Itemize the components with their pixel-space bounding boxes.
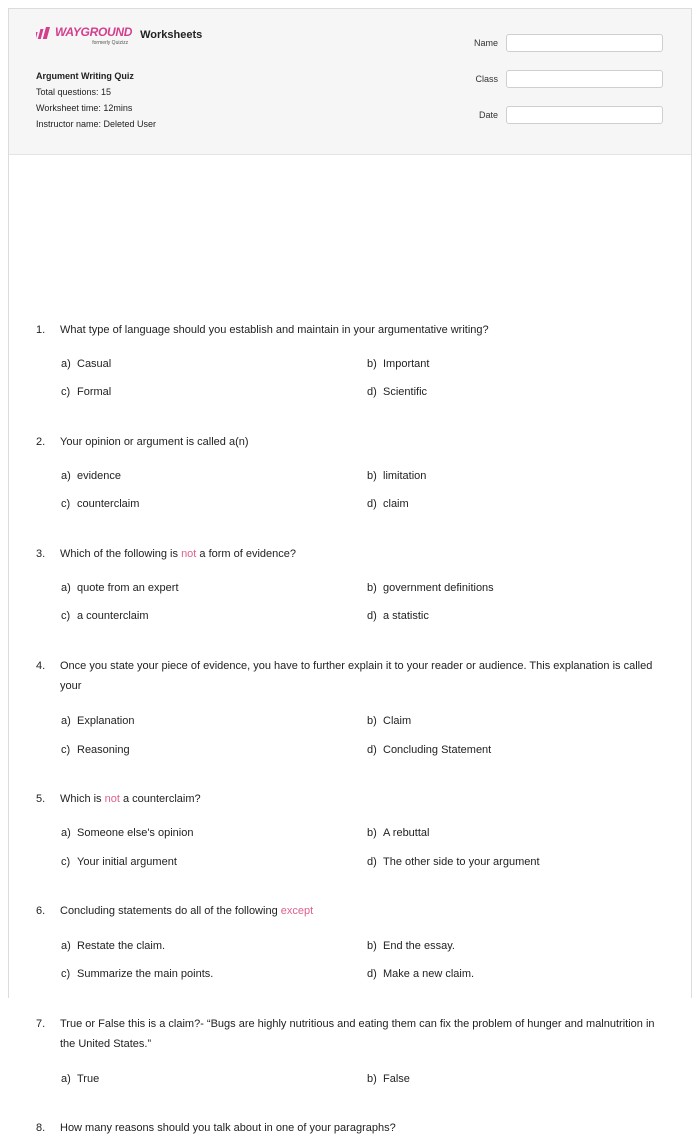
option-1a: a) Casual — [61, 358, 112, 370]
worksheet-page — [8, 8, 692, 1134]
question-3 — [36, 544, 656, 564]
question-number: 5. — [36, 793, 46, 805]
question-number: 6. — [36, 905, 46, 917]
option-3c: c) a counterclaim — [61, 610, 149, 622]
instructor-name: Instructor name: Deleted User — [36, 119, 157, 129]
name-label: Name — [473, 38, 498, 48]
date-input[interactable] — [506, 106, 663, 124]
option-7a: a) True — [61, 1073, 100, 1085]
question-text: True or False this is a claim?- “Bugs are highly nutritious and eating them can fix the problem of hunger and malnutrition in the United States.” — [60, 1018, 655, 1050]
option-6d: d) Make a new claim. — [367, 968, 475, 980]
question-number: 4. — [36, 660, 46, 672]
highlight-word: not — [104, 793, 120, 805]
logo-wordmark: WAYGROUND — [55, 25, 133, 39]
option-5b: b) A rebuttal — [367, 827, 430, 839]
option-7b: b) False — [367, 1073, 410, 1085]
wayground-logo — [36, 26, 132, 46]
option-6b: b) End the essay. — [367, 940, 455, 952]
wayground-logo-icon — [36, 27, 53, 39]
question-2 — [36, 432, 656, 452]
option-6a: a) Restate the claim. — [61, 940, 166, 952]
option-2a: a) evidence — [61, 470, 122, 482]
option-1b: b) Important — [367, 358, 430, 370]
question-number: 7. — [36, 1018, 46, 1030]
question-4 — [36, 656, 656, 696]
option-5d: d) The other side to your argument — [367, 856, 540, 868]
option-2b: b) limitation — [367, 470, 427, 482]
quiz-info — [36, 68, 156, 132]
option-1d: d) Scientific — [367, 386, 428, 398]
question-text: Which of the following is not a form of evidence? — [60, 548, 297, 560]
question-number: 1. — [36, 324, 46, 336]
option-2c: c) counterclaim — [61, 498, 140, 510]
option-5c: c) Your initial argument — [61, 856, 177, 868]
brand-label: Worksheets — [140, 29, 203, 41]
logo-subtext: formerly Quizizz — [92, 40, 129, 46]
option-4c: c) Reasoning — [61, 744, 130, 756]
question-6 — [36, 901, 656, 921]
option-3d: d) a statistic — [367, 610, 429, 622]
class-input[interactable] — [506, 70, 663, 88]
class-label: Class — [475, 74, 498, 84]
total-questions: Total questions: 15 — [36, 87, 112, 97]
option-3b: b) government definitions — [367, 582, 494, 594]
option-1c: c) Formal — [61, 386, 112, 398]
question-number: 3. — [36, 548, 46, 560]
question-number: 2. — [36, 436, 46, 448]
question-text: Once you state your piece of evidence, you have to further explain it to your reader or audience. This explanation is called your — [60, 660, 653, 692]
question-7 — [36, 1014, 656, 1054]
option-2d: d) claim — [367, 498, 409, 510]
question-1 — [36, 320, 656, 340]
option-4a: a) Explanation — [61, 715, 135, 727]
question-5 — [36, 789, 656, 809]
question-text: Concluding statements do all of the following except — [60, 905, 314, 917]
quiz-title: Argument Writing Quiz — [36, 71, 134, 81]
question-8 — [36, 1118, 656, 1138]
highlight-word: not — [181, 548, 197, 560]
question-number: 8. — [36, 1122, 46, 1134]
worksheet-header — [9, 9, 691, 155]
question-text: What type of language should you establish and maintain in your argumentative writing? — [60, 324, 489, 336]
date-label: Date — [478, 110, 498, 120]
option-4b: b) Claim — [367, 715, 412, 727]
option-5a: a) Someone else's opinion — [61, 827, 194, 839]
question-text: Your opinion or argument is called a(n) — [60, 436, 249, 448]
worksheet-time: Worksheet time: 12mins — [36, 103, 133, 113]
option-3a: a) quote from an expert — [61, 582, 179, 594]
highlight-word: except — [280, 905, 314, 917]
name-field-row — [474, 34, 663, 52]
date-field-row — [479, 106, 663, 124]
option-6c: c) Summarize the main points. — [61, 968, 214, 980]
brand — [36, 26, 202, 46]
question-text: Which is not a counterclaim? — [60, 793, 201, 805]
name-input[interactable] — [506, 34, 663, 52]
question-text: How many reasons should you talk about in one of your paragraphs? — [60, 1122, 396, 1134]
class-field-row — [475, 70, 663, 88]
option-4d: d) Concluding Statement — [367, 744, 492, 756]
